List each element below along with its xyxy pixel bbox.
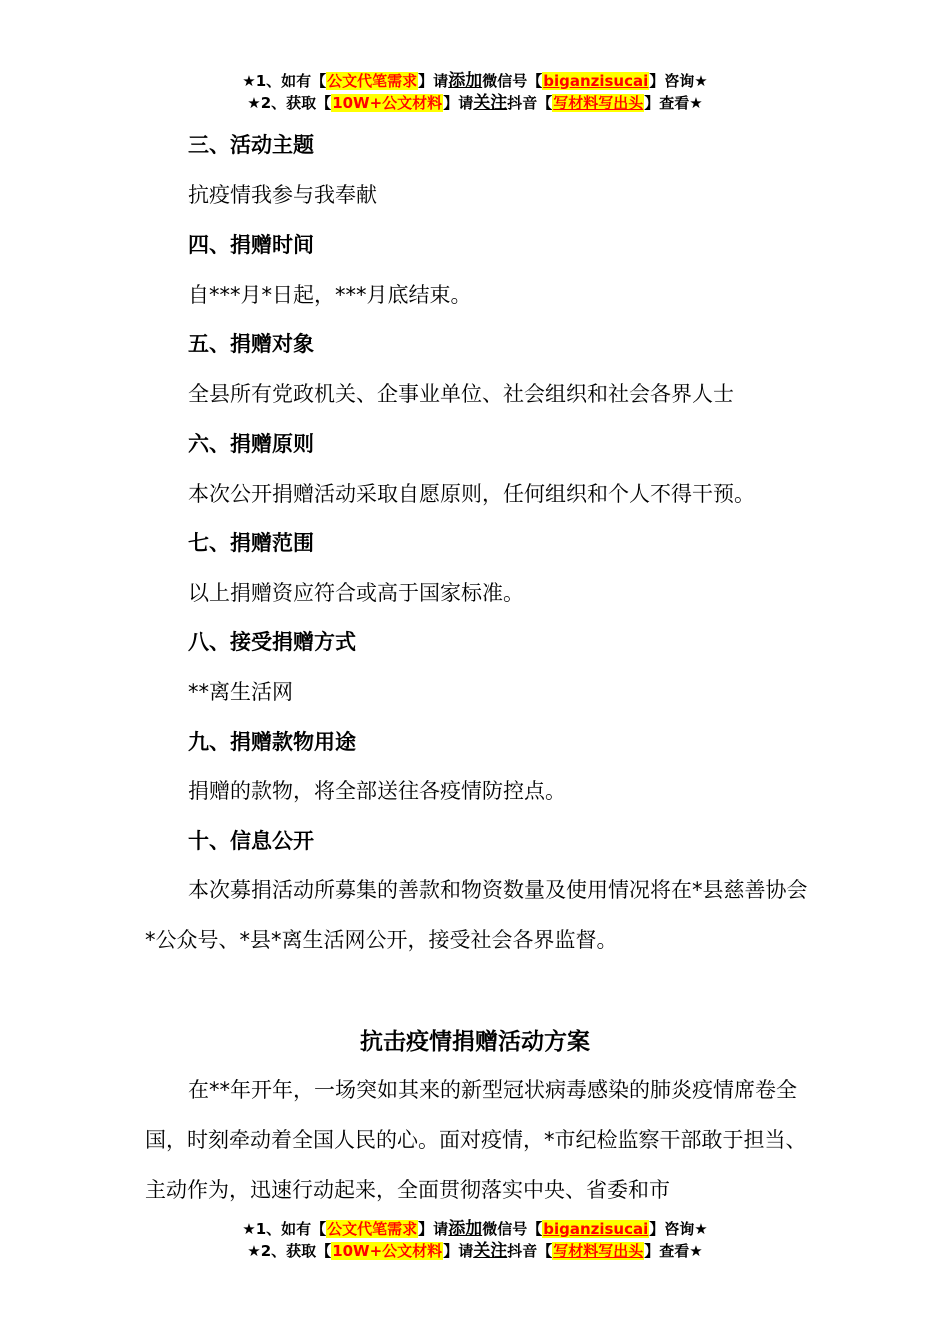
section-text: 抗疫情我参与我奉献 — [188, 183, 377, 207]
banner-text: 抖音【 — [507, 94, 553, 112]
banner-douyin-id: 写材料写出头 — [553, 1242, 644, 1260]
banner-emphasis: 添加 — [448, 71, 483, 91]
section-heading: 七、捐赠范围 — [188, 531, 314, 555]
intro-paragraph: 在**年开年，一场突如其来的新型冠状病毒感染的肺炎疫情席卷全国，时刻牵动着全国人民的心。面对疫情，*市纪检监察干部敢于担当、主动作为，迅速行动起来，全面贯彻落实中央、省委和市 — [145, 1078, 807, 1202]
banner-emphasis: 关注 — [473, 1241, 508, 1261]
header-banner — [0, 70, 950, 114]
banner-text: 】请 — [443, 94, 474, 112]
banner-text: ★1、如有【 — [242, 72, 327, 90]
banner-text: ★1、如有【 — [242, 1220, 327, 1238]
section-heading: 五、捐赠对象 — [188, 332, 314, 356]
banner-text: 】咨询★ — [649, 72, 708, 90]
banner-text: 】咨询★ — [649, 1220, 708, 1238]
section-text: 以上捐赠资应符合或高于国家标准。 — [188, 581, 524, 605]
section-text: 全县所有党政机关、企事业单位、社会组织和社会各界人士 — [188, 382, 734, 406]
section-text: 自***月*日起，***月底结束。 — [188, 283, 472, 307]
banner-line-2 — [0, 92, 950, 114]
section-heading: 十、信息公开 — [188, 829, 314, 853]
banner-text: ★2、获取【 — [247, 1242, 332, 1260]
banner-line-1 — [0, 1218, 950, 1240]
banner-text: 微信号【 — [482, 72, 543, 90]
banner-text: ★2、获取【 — [247, 94, 332, 112]
banner-highlight: 10W+公文材料 — [332, 1242, 443, 1260]
footer-banner — [0, 1218, 950, 1262]
section-text: 捐赠的款物，将全部送往各疫情防控点。 — [188, 779, 566, 803]
banner-text: 】查看★ — [644, 1242, 703, 1260]
banner-text: 】请 — [418, 72, 449, 90]
banner-line-2 — [0, 1240, 950, 1262]
banner-highlight: 10W+公文材料 — [332, 94, 443, 112]
banner-line-1 — [0, 70, 950, 92]
section-text: 本次公开捐赠活动采取自愿原则，任何组织和个人不得干预。 — [188, 482, 755, 506]
banner-emphasis: 关注 — [473, 93, 508, 113]
section-text: **离生活网 — [188, 680, 293, 704]
banner-wechat-id: biganzisucai — [543, 72, 649, 90]
banner-highlight: 公文代笔需求 — [327, 72, 418, 90]
banner-highlight: 公文代笔需求 — [327, 1220, 418, 1238]
banner-text: 】查看★ — [644, 94, 703, 112]
section-heading: 八、接受捐赠方式 — [188, 630, 356, 654]
banner-emphasis: 添加 — [448, 1219, 483, 1239]
section-heading: 九、捐赠款物用途 — [188, 730, 356, 754]
section-heading: 六、捐赠原则 — [188, 432, 314, 456]
banner-text: 抖音【 — [507, 1242, 553, 1260]
banner-text: 】请 — [443, 1242, 474, 1260]
section-paragraph: 本次募捐活动所募集的善款和物资数量及使用情况将在*县慈善协会*公众号、*县*离生活网公开，接受社会各界监督。 — [145, 878, 808, 952]
banner-text: 】请 — [418, 1220, 449, 1238]
section-heading: 三、活动主题 — [188, 133, 314, 157]
section-heading: 四、捐赠时间 — [188, 233, 314, 257]
banner-douyin-id: 写材料写出头 — [553, 94, 644, 112]
document-title: 抗击疫情捐赠活动方案 — [360, 1029, 590, 1055]
banner-text: 微信号【 — [482, 1220, 543, 1238]
banner-wechat-id: biganzisucai — [543, 1220, 649, 1238]
